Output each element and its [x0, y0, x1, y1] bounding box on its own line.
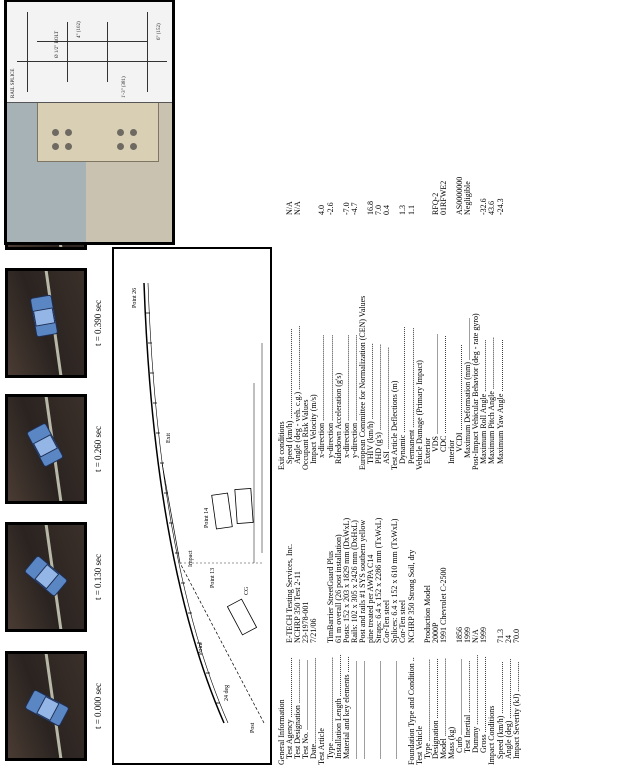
- summary-row: [310, 497, 318, 765]
- detail-drawing-inset: [7, 2, 172, 103]
- summary-label: Foundation Type and Condition ..: [406, 657, 416, 765]
- sequence-photo: [5, 651, 87, 761]
- summary-value: 71.3: [495, 629, 505, 643]
- summary-label: VCDI ...........................................: [455, 344, 465, 452]
- sequence-photo: [5, 522, 87, 632]
- summary-label: Installation Length .....................: [333, 654, 343, 759]
- summary-label: Type .........................................: [422, 659, 432, 759]
- frame-time-label: t = 0.130 sec: [93, 553, 103, 601]
- summary-value: Negligible: [463, 181, 473, 215]
- summary-value: Splices: 6.4 x 152 x 610 mm (TxWxL): [390, 518, 400, 643]
- bolt-icon: [65, 129, 72, 136]
- summary-row: [408, 497, 416, 765]
- summary-row: [497, 148, 505, 470]
- sequence-frame: [5, 390, 103, 508]
- summary-value: 16.8: [366, 201, 376, 215]
- summary-label: Test No. ...................................: [301, 660, 311, 759]
- summary-value: AS0000000: [455, 176, 465, 215]
- summary-row: [416, 148, 424, 470]
- summary-value: 4.0: [317, 205, 327, 215]
- summary-label: .................................................: [349, 661, 359, 759]
- detail-label: RAIL SPLICE: [11, 68, 16, 98]
- drawing-label: Impact: [188, 550, 194, 567]
- summary-label: Dummy ...................................: [471, 654, 481, 753]
- summary-label: Ridedown Acceleration (g's): [333, 372, 343, 464]
- summary-value: E-TECH Testing Services, Inc.: [285, 543, 295, 643]
- sequence-frame: [5, 647, 103, 765]
- summary-label: Test Vehicle: [414, 725, 424, 765]
- bolt-icon: [117, 129, 124, 136]
- summary-label: CDC .................................................: [438, 335, 448, 452]
- summary-value: N/A: [293, 201, 303, 215]
- bolt-icon: [117, 143, 124, 150]
- summary-label: Designation ..............................: [430, 658, 440, 759]
- summary-value: 23-1978-001: [301, 601, 311, 643]
- summary-label: Date...........................................: [309, 657, 319, 759]
- summary-value: -7.0: [341, 202, 351, 215]
- summary-label: x-direction ...........................................: [341, 334, 351, 458]
- exit-path: [162, 463, 180, 563]
- test-summary-column-2: [278, 148, 505, 470]
- summary-row: [440, 497, 448, 765]
- summary-label: Gross ......................................: [479, 656, 489, 753]
- summary-value: 7.0: [374, 205, 384, 215]
- summary-label: European Committee for Normalization (CEN) Values: [357, 295, 367, 470]
- drawing-label: Point 14: [204, 507, 210, 528]
- summary-label: Angle (deg - veh. c.g.) ................................: [293, 325, 303, 464]
- summary-label: Maximum Roll Angle ..........................: [479, 339, 489, 464]
- summary-label: Test Article Deflections (m): [390, 380, 400, 470]
- drawing-label: Exit: [166, 433, 172, 443]
- summary-label: Exterior: [422, 437, 432, 464]
- summary-label: ASI ...................................................: [382, 347, 392, 464]
- summary-label: Test Agency ..............................: [285, 657, 295, 759]
- frame-time-label: t = 0.000 sec: [93, 682, 103, 730]
- summary-label: Mass (kg): [446, 726, 456, 759]
- bolt-icon: [130, 143, 137, 150]
- summary-value: Rails: 102 x 305 x 2426 mm (DxHxL): [349, 520, 359, 643]
- barrier-line: [144, 283, 224, 723]
- summary-value: Cor-Ten steel: [382, 599, 392, 643]
- summary-value: 1991 Chevrolet C-2500: [438, 567, 448, 643]
- summary-value: N/A: [471, 629, 481, 643]
- summary-label: Exit conditions: [277, 421, 286, 470]
- drawing-label: 24 deg: [224, 684, 230, 701]
- detail-label: 6" (152): [157, 23, 162, 40]
- summary-label: Model .......................................: [438, 658, 448, 759]
- summary-value: N/A: [285, 201, 295, 215]
- connection-detail-photo: [4, 0, 175, 245]
- summary-label: Maximum Pitch Angle ..........................: [487, 337, 497, 464]
- summary-label: Impact Velocity (m/s): [309, 394, 319, 464]
- drawing-label: Post: [250, 722, 256, 733]
- summary-value: 1999: [463, 627, 473, 643]
- site-plan-drawing: [112, 247, 272, 765]
- summary-label: Permanent ..................................................: [406, 327, 416, 464]
- summary-label: Test Inertial ..........................: [463, 660, 473, 753]
- summary-row: [440, 148, 448, 470]
- summary-value: 61 m overall (26 post installation): [333, 534, 343, 643]
- summary-label: Maximum Deformation (mm) .....................: [463, 318, 473, 458]
- summary-label: Test Article: [317, 728, 327, 765]
- summary-label: Post-Impact Vehicular Behavior (deg - rate gyro): [471, 313, 481, 470]
- summary-label: .................................................: [357, 661, 367, 759]
- summary-label: .................................................: [390, 661, 400, 759]
- summary-label: Type ..........................................: [325, 657, 335, 759]
- bolt-icon: [52, 143, 59, 150]
- frame-time-label: t = 0.260 sec: [93, 425, 103, 473]
- summary-value: Production Model: [422, 585, 432, 643]
- drawing-label: Point 13: [210, 567, 216, 588]
- summary-label: Maximum Yaw Angle ..........................: [495, 339, 505, 464]
- summary-value: -32.6: [479, 198, 489, 215]
- summary-label: x-direction ...........................................: [317, 334, 327, 458]
- summary-value: TimBarrier StreetGuard Plus: [325, 550, 335, 643]
- drawing-label: Point 26: [132, 287, 138, 308]
- summary-value: Straps: 6.4 x 152 x 2286 mm (TxWxL): [374, 517, 384, 643]
- summary-value: 2000P: [430, 622, 440, 643]
- sequence-frame: [5, 264, 103, 382]
- summary-row: [513, 497, 521, 765]
- summary-label: THIV (km/h) ......................................: [366, 343, 376, 464]
- bolt-icon: [65, 143, 72, 150]
- summary-label: .................................................: [374, 661, 384, 759]
- summary-label: y-direction ...........................................: [349, 334, 359, 458]
- sequence-photo: [5, 268, 87, 378]
- summary-value: 24: [503, 635, 513, 643]
- sequence-photo: [5, 394, 87, 504]
- summary-label: PHD (g's) ...........................................: [374, 344, 384, 464]
- summary-value: 7/21/06: [309, 618, 319, 643]
- summary-label: Test Designation ......................: [293, 659, 303, 759]
- summary-value: RFQ-2: [430, 192, 440, 215]
- frame-time-label: t = 0.390 sec: [93, 299, 103, 347]
- summary-value: Cor-Ten steel: [398, 599, 408, 643]
- summary-label: Interior: [446, 440, 456, 464]
- barrier-line-inner: [148, 283, 228, 723]
- approach-path: [180, 563, 264, 723]
- detail-label: Ø 1/2" BOLT: [55, 30, 60, 58]
- summary-value: 1856: [455, 627, 465, 643]
- plan-svg: [114, 249, 270, 763]
- summary-value: -2.6: [325, 202, 335, 215]
- summary-label: General Information: [277, 699, 286, 765]
- summary-value: 70.0: [511, 629, 521, 643]
- bolt-icon: [130, 129, 137, 136]
- drawing-label: Point: [198, 642, 204, 655]
- summary-value: NCHRP 350 Strong Soil, dry: [406, 549, 416, 643]
- summary-label: y-direction ...........................................: [325, 334, 335, 458]
- summary-value: 1.1: [406, 205, 416, 215]
- detail-label: 4" (102): [77, 21, 82, 38]
- summary-value: 1.3: [398, 205, 408, 215]
- summary-label: Curb ......................................: [455, 659, 465, 753]
- summary-value: -24.3: [495, 198, 505, 215]
- summary-label: Occupant Risk Values: [301, 399, 311, 470]
- summary-label: Material and key elements ........: [341, 656, 351, 759]
- summary-value: 1999: [479, 627, 489, 643]
- detail-label: 1'-3" (381): [122, 76, 127, 98]
- summary-label: VDS ..................................................: [430, 333, 440, 452]
- summary-label: Vehicle Damage (Primary Impact): [414, 360, 424, 470]
- sequence-frame: [5, 518, 103, 636]
- summary-value: 0.4: [382, 205, 392, 215]
- drawing-label: CG: [244, 586, 250, 595]
- test-summary-column-1: [278, 497, 521, 765]
- summary-value: Post and rails #1 SYS southern yellow: [357, 519, 367, 643]
- summary-label: Speed (km/h) .............................................: [285, 328, 295, 464]
- summary-value: -4.7: [349, 202, 359, 215]
- summary-value: pine treated per AWPA C14: [366, 554, 376, 643]
- summary-label: Speed (km/h) ..........................: [495, 661, 505, 759]
- vehicle-outlines: [212, 488, 257, 634]
- summary-value: 01RFWE2: [438, 180, 448, 215]
- bolt-icon: [52, 129, 59, 136]
- summary-label: Dynamic .....................................................: [398, 326, 408, 464]
- summary-value: Posts: 152 x 203 x 1829 mm (DxWxL): [341, 517, 351, 643]
- summary-label: Angle (deg) ..............................: [503, 658, 513, 759]
- summary-value: NCHRP 350 Test 2-11: [293, 571, 303, 643]
- summary-value: 43.6: [487, 201, 497, 215]
- summary-label: Impact Severity (kJ) ...............: [511, 661, 521, 759]
- summary-label: Impact Conditions: [487, 705, 497, 765]
